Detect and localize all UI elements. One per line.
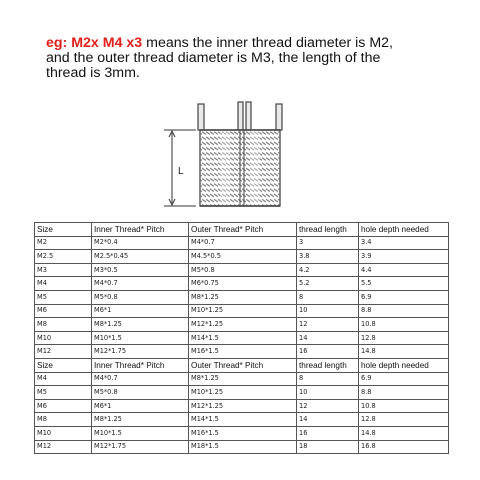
table-row — [35, 413, 449, 427]
table-cell: M5 — [35, 290, 92, 304]
description-line-1-rest: means the inner thread diameter is M2, — [142, 35, 393, 51]
table-cell: 16 — [297, 426, 359, 440]
thread-specs-table — [34, 222, 449, 454]
table-cell: 8.8 — [359, 386, 449, 400]
table-cell: M8*1.25 — [189, 290, 297, 304]
table-cell: 5.5 — [359, 277, 449, 291]
table-cell: M5*0.8 — [92, 290, 189, 304]
table-row — [35, 250, 449, 264]
table-cell: 5.2 — [297, 277, 359, 291]
table-cell: M4 — [35, 277, 92, 291]
table-cell: 8 — [297, 372, 359, 386]
table-cell: M12 — [35, 440, 92, 454]
table-cell: M10 — [35, 331, 92, 345]
table-cell: 12.8 — [359, 331, 449, 345]
column-header: Size — [35, 358, 92, 372]
column-header: hole depth needed — [359, 358, 449, 372]
table-body — [35, 223, 449, 454]
length-label: L — [178, 166, 184, 177]
table-cell: M4 — [35, 372, 92, 386]
table-cell: M18*1.5 — [189, 440, 297, 454]
table-cell: M10*1.5 — [92, 331, 189, 345]
table-cell: M12*1.25 — [189, 399, 297, 413]
table-cell: 6.9 — [359, 290, 449, 304]
table-cell: M8*1.25 — [92, 413, 189, 427]
table-cell: 10 — [297, 304, 359, 318]
table-cell: 14 — [297, 331, 359, 345]
table-header-row — [35, 358, 449, 372]
table-cell: 8.8 — [359, 304, 449, 318]
table-cell: M4.5*0.5 — [189, 250, 297, 264]
table-cell: M8 — [35, 413, 92, 427]
table-cell: 12.8 — [359, 413, 449, 427]
table-cell: M6*0.75 — [189, 277, 297, 291]
table-cell: M8*1.25 — [189, 372, 297, 386]
table-cell: 10.8 — [359, 399, 449, 413]
table-cell: 16 — [297, 345, 359, 359]
table-row — [35, 277, 449, 291]
description-line-1 — [46, 36, 456, 51]
table-cell: M6 — [35, 304, 92, 318]
table-cell: M6 — [35, 399, 92, 413]
table-cell: 12 — [297, 399, 359, 413]
column-header: Outer Thread* Pitch — [189, 223, 297, 237]
table-cell: 16.8 — [359, 440, 449, 454]
table-cell: M3*0.5 — [92, 263, 189, 277]
table-row — [35, 263, 449, 277]
table-cell: M10 — [35, 426, 92, 440]
table-cell: M10*1.25 — [189, 386, 297, 400]
description-text — [46, 36, 456, 81]
table-cell: M2*0.4 — [92, 236, 189, 250]
table-cell: M14*1.5 — [189, 331, 297, 345]
thread-insert-diagram — [150, 100, 330, 212]
table-cell: M8*1.25 — [92, 318, 189, 332]
table-cell: M4*0.7 — [92, 277, 189, 291]
table-row — [35, 386, 449, 400]
table-cell: M12*1.75 — [92, 345, 189, 359]
table-cell: M2.5*0.45 — [92, 250, 189, 264]
table-cell: M5*0.8 — [92, 386, 189, 400]
table-cell: M8 — [35, 318, 92, 332]
column-header: Inner Thread* Pitch — [92, 358, 189, 372]
table-row — [35, 345, 449, 359]
column-header: hole depth needed — [359, 223, 449, 237]
column-header: thread length — [297, 223, 359, 237]
table-cell: 3.9 — [359, 250, 449, 264]
table-cell: 4.4 — [359, 263, 449, 277]
table-cell: M10*1.5 — [92, 426, 189, 440]
column-header: thread length — [297, 358, 359, 372]
table-row — [35, 318, 449, 332]
description-line-2: and the outer thread diameter is M3, the length of the — [46, 50, 381, 66]
table-cell: M6*1 — [92, 304, 189, 318]
insert-body — [200, 130, 280, 206]
column-header: Inner Thread* Pitch — [92, 223, 189, 237]
table-cell: M10*1.25 — [189, 304, 297, 318]
table-row — [35, 399, 449, 413]
table-cell: M3 — [35, 263, 92, 277]
table-cell: M16*1.5 — [189, 345, 297, 359]
table-cell: 10 — [297, 386, 359, 400]
insert-top-tabs — [198, 102, 282, 130]
table-row — [35, 426, 449, 440]
table-cell: M4*0.7 — [189, 236, 297, 250]
table-cell: M12*1.25 — [189, 318, 297, 332]
table-row — [35, 236, 449, 250]
table-cell: 6.9 — [359, 372, 449, 386]
table-cell: M2.5 — [35, 250, 92, 264]
table-cell: 3 — [297, 236, 359, 250]
table-header-row — [35, 223, 449, 237]
column-header: Outer Thread* Pitch — [189, 358, 297, 372]
table-cell: M12 — [35, 345, 92, 359]
column-header: Size — [35, 223, 92, 237]
table-cell: 14.8 — [359, 426, 449, 440]
table-cell: M16*1.5 — [189, 426, 297, 440]
table-cell: 12 — [297, 318, 359, 332]
table-cell: 14.8 — [359, 345, 449, 359]
table-cell: M5*0.8 — [189, 263, 297, 277]
table-cell: M2 — [35, 236, 92, 250]
table-cell: M14*1.5 — [189, 413, 297, 427]
table-row — [35, 440, 449, 454]
table-cell: 3.4 — [359, 236, 449, 250]
table-cell: 4.2 — [297, 263, 359, 277]
table-row — [35, 331, 449, 345]
table-cell: 8 — [297, 290, 359, 304]
table-cell: M5 — [35, 386, 92, 400]
table-row — [35, 304, 449, 318]
table-cell: M12*1.75 — [92, 440, 189, 454]
table-cell: M4*0.7 — [92, 372, 189, 386]
table-row — [35, 290, 449, 304]
table-cell: 18 — [297, 440, 359, 454]
table-cell: M6*1 — [92, 399, 189, 413]
table-cell: 3.8 — [297, 250, 359, 264]
table-row — [35, 372, 449, 386]
table-cell: 10.8 — [359, 318, 449, 332]
description-line-3: thread is 3mm. — [46, 65, 140, 81]
example-highlight: eg: M2x M4 x3 — [46, 35, 143, 51]
table-cell: 14 — [297, 413, 359, 427]
